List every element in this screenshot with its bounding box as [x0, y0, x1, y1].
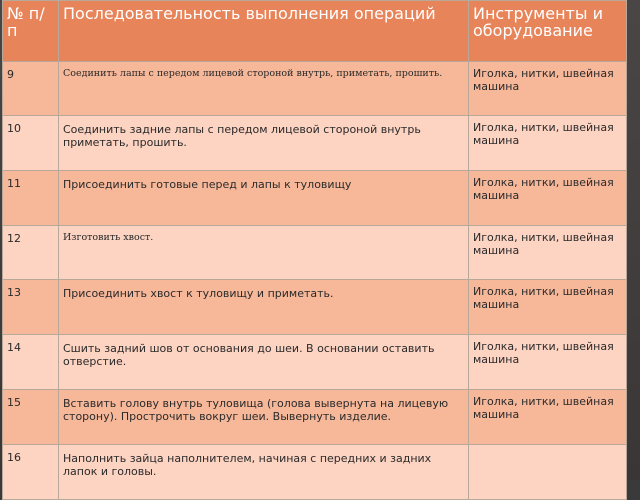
row-number: 11 — [3, 171, 59, 226]
row-tools: Иголка, нитки, швейная машина — [469, 62, 627, 116]
row-number: 14 — [3, 335, 59, 390]
row-number: 9 — [3, 62, 59, 116]
row-operation: Наполнить зайца наполнителем, начиная с передних и задних лапок и головы. — [59, 445, 469, 500]
header-operations: Последовательность выполнения операций — [59, 1, 469, 62]
row-number: 10 — [3, 116, 59, 171]
row-tools: Иголка, нитки, швейная машина — [469, 335, 627, 390]
table-row — [3, 335, 627, 390]
row-operation: Сшить задний шов от основания до шеи. В основании оставить отверстие. — [59, 335, 469, 390]
table-header-row — [3, 1, 627, 62]
table-row — [3, 445, 627, 500]
table-row — [3, 226, 627, 280]
row-tools: Иголка, нитки, швейная машина — [469, 390, 627, 445]
table-row — [3, 280, 627, 335]
row-tools: Иголка, нитки, швейная машина — [469, 226, 627, 280]
operations-table — [2, 0, 627, 500]
row-number: 16 — [3, 445, 59, 500]
row-operation: Изготовить хвост. — [59, 226, 469, 280]
row-tools — [469, 445, 627, 500]
row-operation: Вставить голову внутрь туловища (голова вывернута на лицевую сторону). Прострочить вокруг шеи. Вывернуть изделие. — [59, 390, 469, 445]
row-tools: Иголка, нитки, швейная машина — [469, 280, 627, 335]
row-operation: Соединить задние лапы с передом лицевой стороной внутрь приметать, прошить. — [59, 116, 469, 171]
table-row — [3, 116, 627, 171]
table-row — [3, 62, 627, 116]
table-row — [3, 390, 627, 445]
header-number: № п/п — [3, 1, 59, 62]
row-operation: Соединить лапы с передом лицевой стороной внутрь, приметать, прошить. — [59, 62, 469, 116]
row-tools: Иголка, нитки, швейная машина — [469, 171, 627, 226]
row-operation: Присоединить хвост к туловищу и приметать. — [59, 280, 469, 335]
row-tools: Иголка, нитки, швейная машина — [469, 116, 627, 171]
row-operation: Присоединить готовые перед и лапы к туловищу — [59, 171, 469, 226]
table-row — [3, 171, 627, 226]
row-number: 13 — [3, 280, 59, 335]
row-number: 15 — [3, 390, 59, 445]
header-tools: Инструменты и оборудование — [469, 1, 627, 62]
row-number: 12 — [3, 226, 59, 280]
